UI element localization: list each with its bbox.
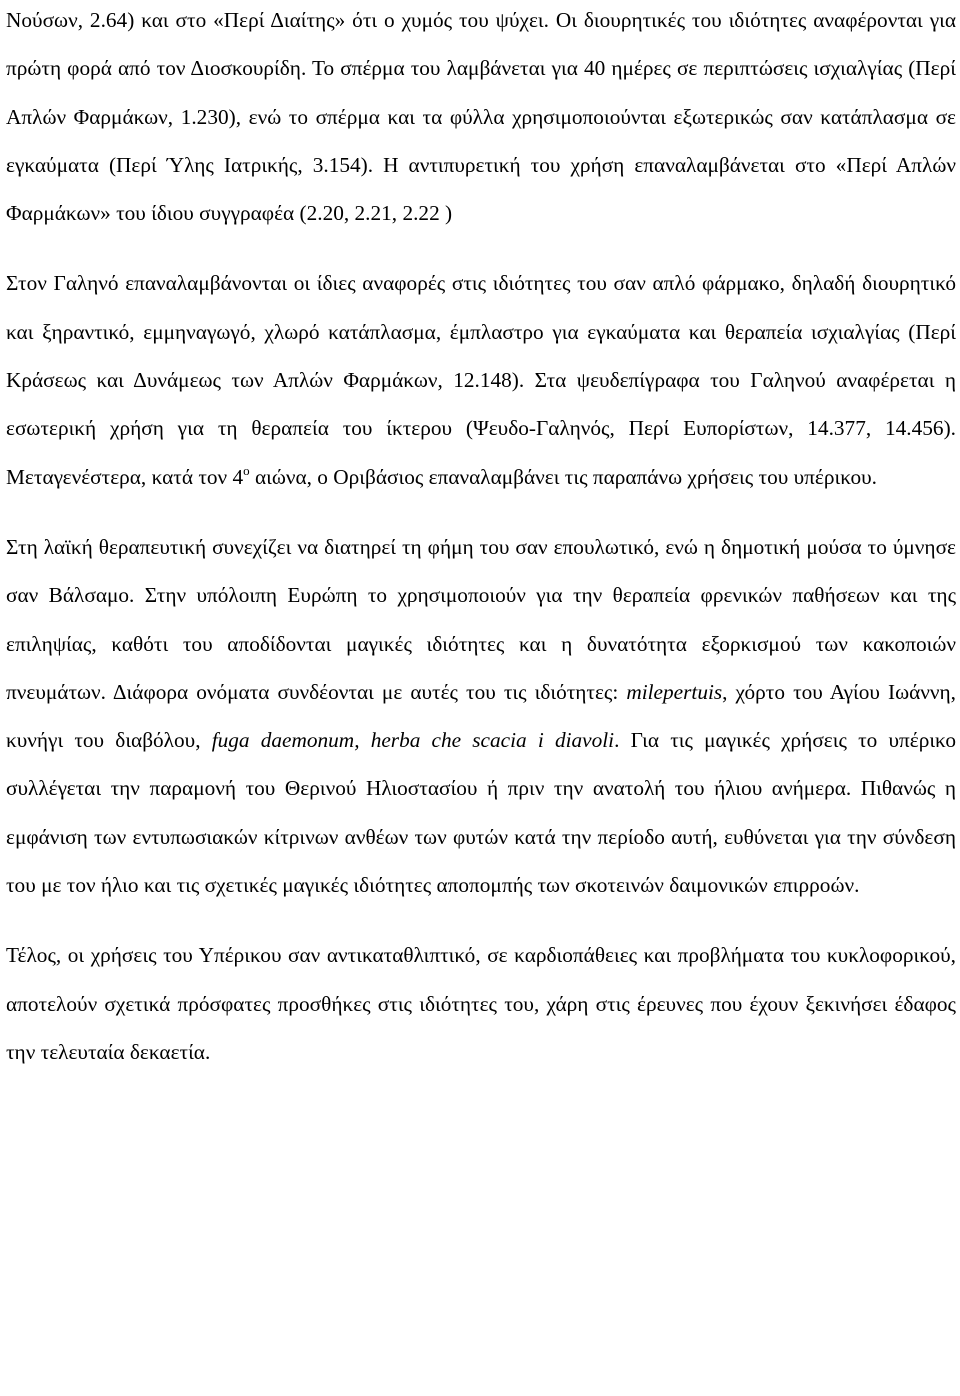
text-segment: . Για τις μαγικές χρήσεις το υπέρικο συλλέγεται την παραμονή του Θερινού Ηλιοστασίου ή πριν την ανατολή του ήλιου ανήμερα. Πιθανώς η εμφάνιση των εντυπωσιακών κίτρινων ανθέων των φυτών κατά την περίοδο αυτή, ευθύνεται για την σύνδεση του με τον ήλιο και τις σχετικές μαγικές ιδιότητες αποπομπής των σκοτεινών δαιμονικών επιρροών. <box>6 728 956 898</box>
document-page <box>6 0 956 1076</box>
text-segment: Τέλος, οι χρήσεις του Υπέρικου σαν αντικαταθλιπτικό, σε καρδιοπάθειες και προβλήματα του κυκλοφορικού, αποτελούν σχετικά πρόσφατες προσθήκες στις ιδιότητες του, χάρη στις έρευνες που έχουν ξεκινήσει έδαφος την τελευταία δεκαετία. <box>6 943 956 1064</box>
text-segment: Στον Γαληνό επαναλαμβάνονται οι ίδιες αναφορές στις ιδιότητες του σαν απλό φάρμακο, δηλαδή διουρητικό και ξηραντικό, εμμηναγωγό, χλωρό κατάπλασμα, έμπλαστρο για εγκαύματα και θεραπεία ισχιαλγίας (Περί Κράσεως και Δυνάμεως των Απλών Φαρμάκων, 12.148). Στα ψευδεπίγραφα του Γαληνού αναφέρεται η εσωτερική χρήση για τη θεραπεία του ίκτερου (Ψευδο-Γαληνός, Περί Ευπορίστων, 14.377, 14.456). Μεταγενέστερα, κατά τον 4 <box>6 271 956 489</box>
text-segment: , χόρτο του Αγίου Ιωάννη, κυνήγι του διαβόλου, <box>6 679 956 753</box>
text-segment: Νούσων, 2.64) και στο «Περί Διαίτης» ότι ο χυμός του ψύχει. Οι διουρητικές του ιδιότητες αναφέρονται για πρώτη φορά από τον Διοσκουρίδη. Το σπέρμα του λαμβάνεται για 40 ημέρες σε περιπτώσεις ισχιαλγίας (Περί Απλών Φαρμάκων, 1.230), ενώ το σπέρμα και τα φύλλα χρησιμοποιούνται εξωτερικώς σαν κατάπλασμα σε εγκαύματα (Περί Ύλης Ιατρικής, 3.154). Η αντιπυρετική του χρήση επαναλαμβάνεται στο «Περί Απλών Φαρμάκων» του ίδιου συγγραφέα (2.20, 2.21, 2.22 ) <box>6 8 956 226</box>
italic-term: fuga daemonum, herba che scacia i diavoli <box>211 728 615 753</box>
paragraph <box>6 259 956 500</box>
paragraph <box>6 523 956 909</box>
text-segment: Στη λαϊκή θεραπευτική συνεχίζει να διατηρεί τη φήμη του σαν επουλωτικό, ενώ η δημοτική μούσα το ύμνησε σαν Βάλσαμο. Στην υπόλοιπη Ευρώπη το χρησιμοποιούν για την θεραπεία φρενικών παθήσεων και της επιληψίας, καθότι του αποδίδονται μαγικές ιδιότητες και η δυνατότητα εξορκισμού των κακοποιών πνευμάτων. Διάφορα ονόματα συνδέονται με αυτές του τις ιδιότητες: <box>6 534 956 704</box>
paragraph <box>6 0 956 237</box>
paragraph <box>6 931 956 1076</box>
italic-term: milepertuis <box>626 679 723 704</box>
ordinal-superscript: ο <box>243 462 250 478</box>
text-segment: αιώνα, ο Οριβάσιος επαναλαμβάνει τις παραπάνω χρήσεις του υπέρικου. <box>249 464 877 489</box>
